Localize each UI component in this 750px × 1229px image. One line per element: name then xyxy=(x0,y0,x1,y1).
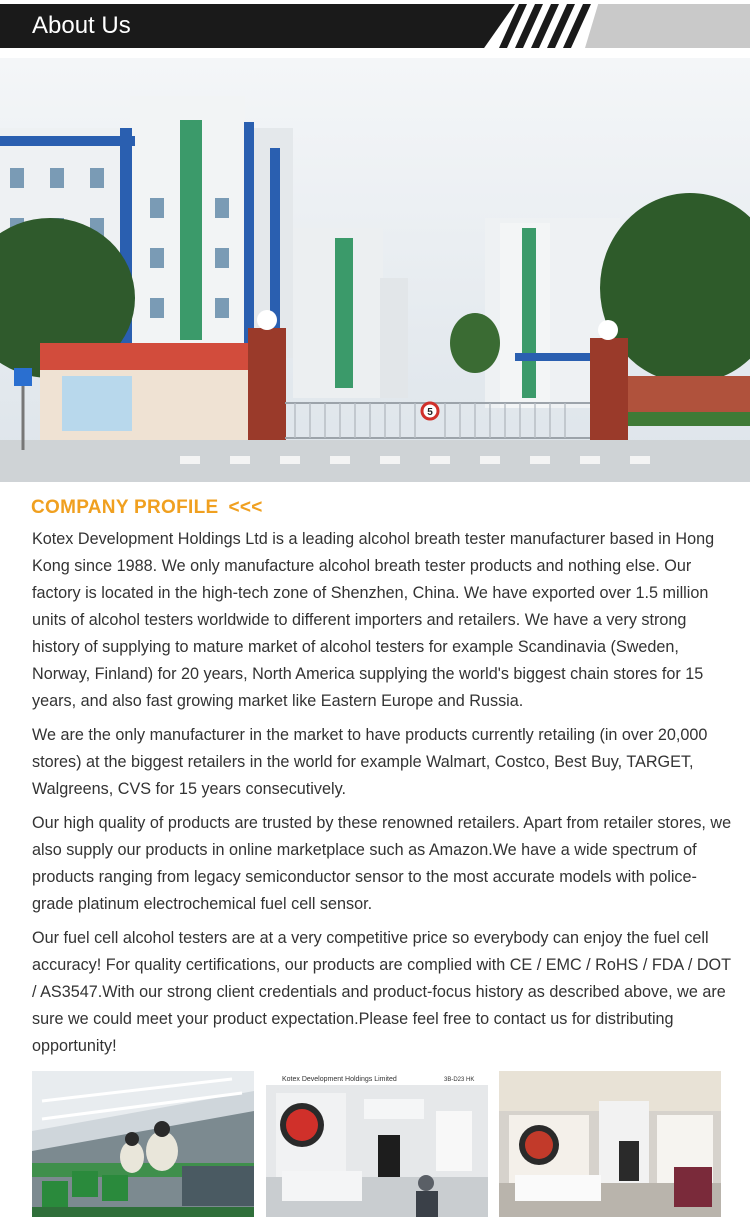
factory-hero-image xyxy=(0,58,750,482)
booth-banner-text: Kotex Development Holdings Limited xyxy=(282,1076,397,1083)
profile-paragraph: We are the only manufacturer in the market to have products currently retailing (in over 20,000 stores) at the biggest retailers in the world for example Walmart, Costco, Best Buy, TARGET, Walgreens, CVS for 15 years consecutively. xyxy=(32,726,708,798)
banner-gray-bar xyxy=(585,4,750,48)
profile-paragraph: Our fuel cell alcohol testers are at a very competitive price so everybody can enjoy the fuel cell accuracy! For quality certifications, our products are complied with CE / EMC / RoHS / FDA / DOT / AS3547.With our strong client credentials and product-focus history as described above, we are sure we could meet your product expectation.Please feel free to contact us for distributing opportunity! xyxy=(32,929,731,1055)
company-profile-title: COMPANY PROFILE xyxy=(31,497,219,518)
production-line-photo xyxy=(32,1071,254,1217)
booth-number-text: 3B-D23 HK xyxy=(444,1077,475,1083)
profile-paragraph: Kotex Development Holdings Ltd is a leading alcohol breath tester manufacturer based in Hong Kong since 1988. We only manufacture alcohol breath tester products and nothing else. Our factory is located in the high-tech zone of Shenzhen, China. We have exported over 1.5 million units of alcohol testers worldwide to different importers and retailers. We have a very strong history of supplying to mature market of alcohol testers for example Scandinavia (Sweden, Norway, Finland) for 20 years, North America supplying the world's biggest chain stores for 15 years, and also fast growing market like Eastern Europe and Russia. xyxy=(32,530,715,710)
page-title: About Us xyxy=(32,12,131,39)
company-profile-text xyxy=(32,526,732,1067)
heading-arrows: <<< xyxy=(228,497,263,518)
photo-gallery xyxy=(32,1071,722,1217)
trade-show-booth-photo xyxy=(266,1071,488,1217)
speed-sign-label: 5 xyxy=(427,407,433,418)
profile-paragraph: Our high quality of products are trusted by these renowned retailers. Apart from retailer stores, we also supply our products in online marketplace such as Amazon.We have a wide spectrum of products ranging from legacy semiconductor sensor to the most accurate models with police-grade platinum electrochemical fuel cell sensor. xyxy=(32,814,732,913)
exhibition-photo xyxy=(499,1071,721,1217)
header-banner xyxy=(0,0,750,48)
company-profile-heading xyxy=(31,497,263,519)
